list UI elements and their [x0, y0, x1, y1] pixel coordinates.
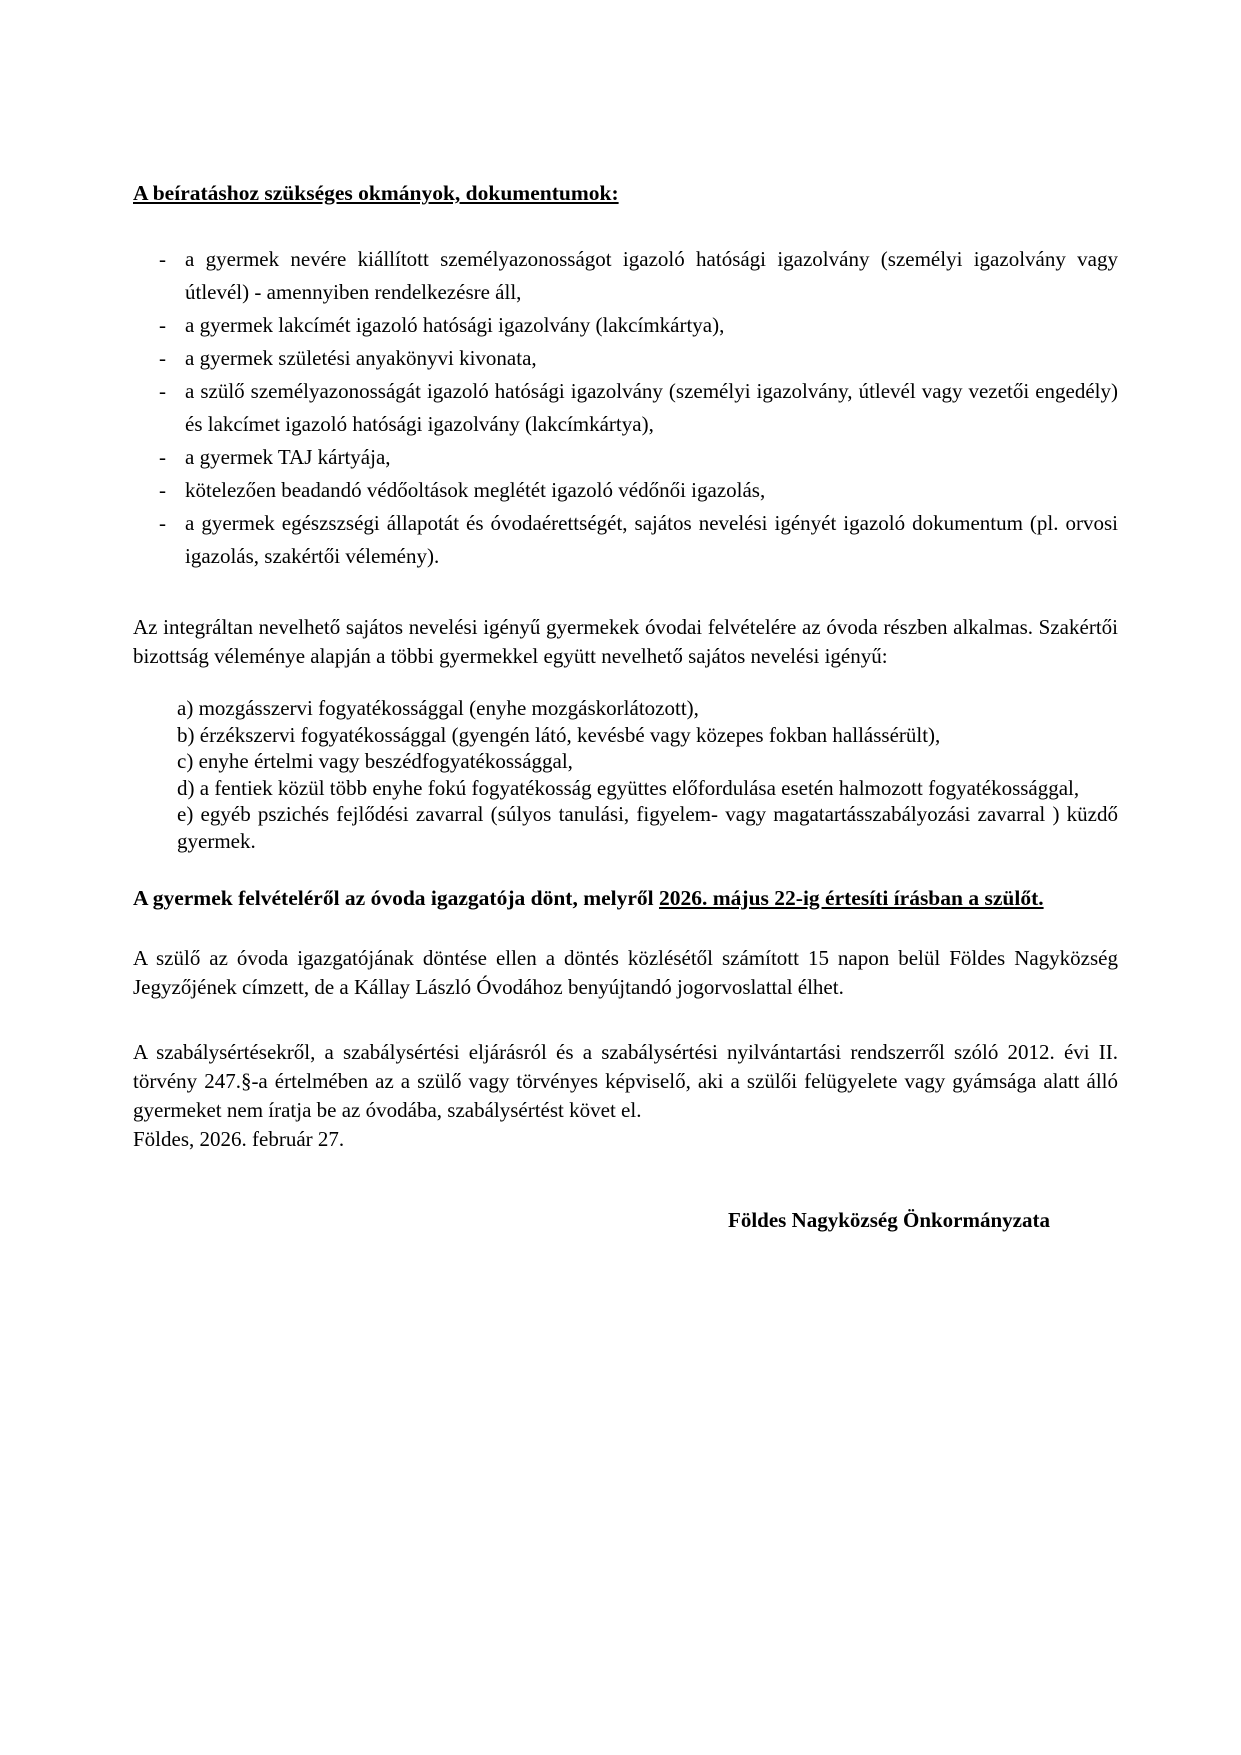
document-list-item: [133, 243, 1118, 309]
required-documents-list: [133, 243, 1118, 573]
decision-deadline-underline: 2026. május 22-ig értesíti írásban a szülőt.: [659, 886, 1044, 910]
signature: Földes Nagyközség Önkormányzata: [728, 1208, 1050, 1232]
sen-category-item: d) a fentiek közül több enyhe fokú fogyatékosság együttes előfordulása esetén halmozott fogyatékossággal,: [177, 775, 1080, 800]
bullet-dash: -: [159, 511, 166, 535]
appeal-paragraph: A szülő az óvoda igazgatójának döntése ellen a döntés közlésétől számított 15 napon belül Földes Nagyközség Jegyzőjének címzett, de a Kállay László Óvodához benyújtandó jogorvoslattal élhet.: [133, 946, 1118, 999]
date-line: Földes, 2026. február 27.: [133, 1127, 345, 1151]
document-list-item-text: a gyermek nevére kiállított személyazonosságot igazoló hatósági igazolvány (személyi igazolvány vagy útlevél) - amennyiben rendelkezésre áll,: [185, 247, 1118, 304]
document-list-item: [133, 507, 1118, 573]
sen-category-item: a) mozgásszervi fogyatékossággal (enyhe mozgáskorlátozott),: [177, 696, 699, 720]
bullet-dash: -: [159, 445, 166, 469]
document-list-item: [133, 342, 1118, 375]
document-list-item-text: a gyermek TAJ kártyája,: [185, 445, 391, 469]
document-title: A beíratáshoz szükséges okmányok, dokumentumok:: [133, 181, 619, 205]
document-list-item-text: a gyermek egészszségi állapotát és óvodaérettségét, sajátos nevelési igényét igazoló dokumentum (pl. orvosi igazolás, szakértői vélemény).: [185, 511, 1118, 568]
document-list-item: [133, 474, 1118, 507]
sen-category-item: c) enyhe értelmi vagy beszédfogyatékossággal,: [177, 749, 573, 773]
sen-intro-paragraph: Az integráltan nevelhető sajátos nevelési igényű gyermekek óvodai felvételére az óvoda részben alkalmas. Szakértői bizottság véleménye alapján a többi gyermekkel együtt nevelhető sajátos nevelési igényű:: [133, 615, 1118, 668]
bullet-dash: -: [159, 478, 166, 502]
document-list-item: [133, 441, 1118, 474]
document-list-item-text: kötelezően beadandó védőoltások meglétét igazoló védőnői igazolás,: [185, 478, 766, 502]
document-list-item: [133, 375, 1118, 441]
document-list-item-text: a gyermek lakcímét igazoló hatósági igazolvány (lakcímkártya),: [185, 313, 725, 337]
bullet-dash: -: [159, 346, 166, 370]
sen-category-item: b) érzékszervi fogyatékossággal (gyengén látó, kevésbé vagy közepes fokban hallássérült),: [177, 722, 941, 747]
bullet-dash: -: [159, 313, 166, 337]
document-list-item-text: a gyermek születési anyakönyvi kivonata,: [185, 346, 537, 370]
document-list-item-text: a szülő személyazonosságát igazoló hatósági igazolvány (személyi igazolvány, útlevél vagy vezetői engedély) és lakcímet igazoló hatósági igazolvány (lakcímkártya),: [185, 379, 1118, 436]
sen-category-list: [133, 695, 1118, 854]
document-list-item: [133, 309, 1118, 342]
decision-text: A gyermek felvételéről az óvoda igazgatója dönt, melyről: [133, 886, 660, 910]
decision-paragraph: [133, 882, 1118, 914]
bullet-dash: -: [159, 247, 166, 271]
violation-paragraph: A szabálysértésekről, a szabálysértési eljárásról és a szabálysértési nyilvántartási rendszerről szóló 2012. évi II. törvény 247.§-a értelmében az a szülő vagy törvényes képviselő, aki a szülői felügyelete vagy gyámsága alatt álló gyermeket nem íratja be az óvodába, szabálysértést követ el.: [133, 1040, 1118, 1122]
sen-category-item: e) egyéb pszichés fejlődési zavarral (súlyos tanulási, figyelem- vagy magatartásszabályozási zavarral ) küzdő gyermek.: [177, 802, 1118, 853]
bullet-dash: -: [159, 379, 166, 403]
